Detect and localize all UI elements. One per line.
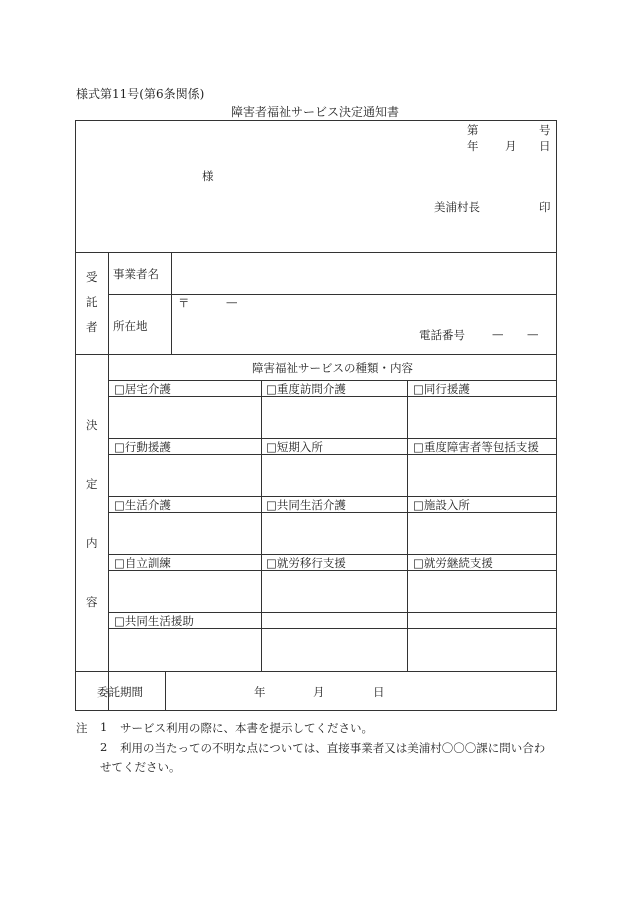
postal-mark: 〒 xyxy=(178,296,190,310)
service-checkbox-label[interactable]: □重度障害者等包括支援 xyxy=(413,440,539,454)
period-day: 日 xyxy=(373,685,385,699)
doc-number-go: 号 xyxy=(539,123,551,137)
service-checkbox-label[interactable]: □生活介護 xyxy=(114,498,171,512)
divider xyxy=(75,252,557,253)
date-month: 月 xyxy=(505,139,517,153)
divider xyxy=(75,671,557,672)
decision-side-char: 定 xyxy=(86,477,98,491)
phone-dash: — xyxy=(527,327,539,341)
divider xyxy=(171,252,172,354)
doc-number-dai: 第 xyxy=(467,123,479,137)
service-checkbox-label[interactable]: □短期入所 xyxy=(266,440,323,454)
divider xyxy=(75,354,557,355)
consignee-side-char: 受 xyxy=(86,270,98,284)
notes-prefix: 注 xyxy=(76,721,88,735)
service-checkbox-label[interactable]: □就労移行支援 xyxy=(266,556,346,570)
note-number: 2 xyxy=(100,740,108,754)
note-text: サービス利用の際に、本書を提示してください。 xyxy=(120,721,373,735)
consignee-side-char: 託 xyxy=(86,295,98,309)
divider xyxy=(108,294,557,295)
period-month: 月 xyxy=(313,685,325,699)
phone-label: 電話番号 xyxy=(419,328,465,342)
decision-side-char: 決 xyxy=(86,418,98,432)
period-label: 委託期間 xyxy=(97,685,143,699)
service-checkbox-label[interactable]: □自立訓練 xyxy=(114,556,171,570)
postal-dash: — xyxy=(226,295,238,309)
service-checkbox-label[interactable]: □同行援護 xyxy=(413,382,470,396)
note-text: 利用の当たっての不明な点については、直接事業者又は美浦村〇〇〇課に問い合わ xyxy=(120,741,546,755)
service-checkbox-label[interactable]: □共同生活援助 xyxy=(114,614,194,628)
document-title: 障害者福祉サービス決定通知書 xyxy=(230,105,399,119)
decision-side-char: 容 xyxy=(86,595,98,609)
services-header: 障害福祉サービスの種類・内容 xyxy=(252,361,413,375)
address-label: 所在地 xyxy=(113,319,148,333)
service-checkbox-label[interactable]: □共同生活介護 xyxy=(266,498,346,512)
service-checkbox-label[interactable]: □就労継続支援 xyxy=(413,556,493,570)
note-number: 1 xyxy=(100,720,108,734)
issuer-name: 美浦村長 xyxy=(434,200,480,214)
service-checkbox-label[interactable]: □行動援護 xyxy=(114,440,171,454)
period-year: 年 xyxy=(254,685,266,699)
phone-dash: — xyxy=(492,327,504,341)
service-checkbox-label[interactable]: □施設入所 xyxy=(413,498,470,512)
decision-side-char: 内 xyxy=(86,536,98,550)
recipient-honorific: 様 xyxy=(202,169,214,183)
seal-mark: 印 xyxy=(539,200,551,214)
service-checkbox-label[interactable]: □重度訪問介護 xyxy=(266,382,346,396)
business-name-label: 事業者名 xyxy=(113,267,159,281)
date-day: 日 xyxy=(539,139,551,153)
date-year: 年 xyxy=(467,139,479,153)
divider xyxy=(165,671,166,711)
note-text-continued: せてください。 xyxy=(100,760,181,774)
consignee-side-char: 者 xyxy=(86,320,98,334)
service-checkbox-label[interactable]: □居宅介護 xyxy=(114,382,171,396)
divider xyxy=(108,252,109,711)
form-number: 様式第11号(第6条関係) xyxy=(76,87,205,101)
